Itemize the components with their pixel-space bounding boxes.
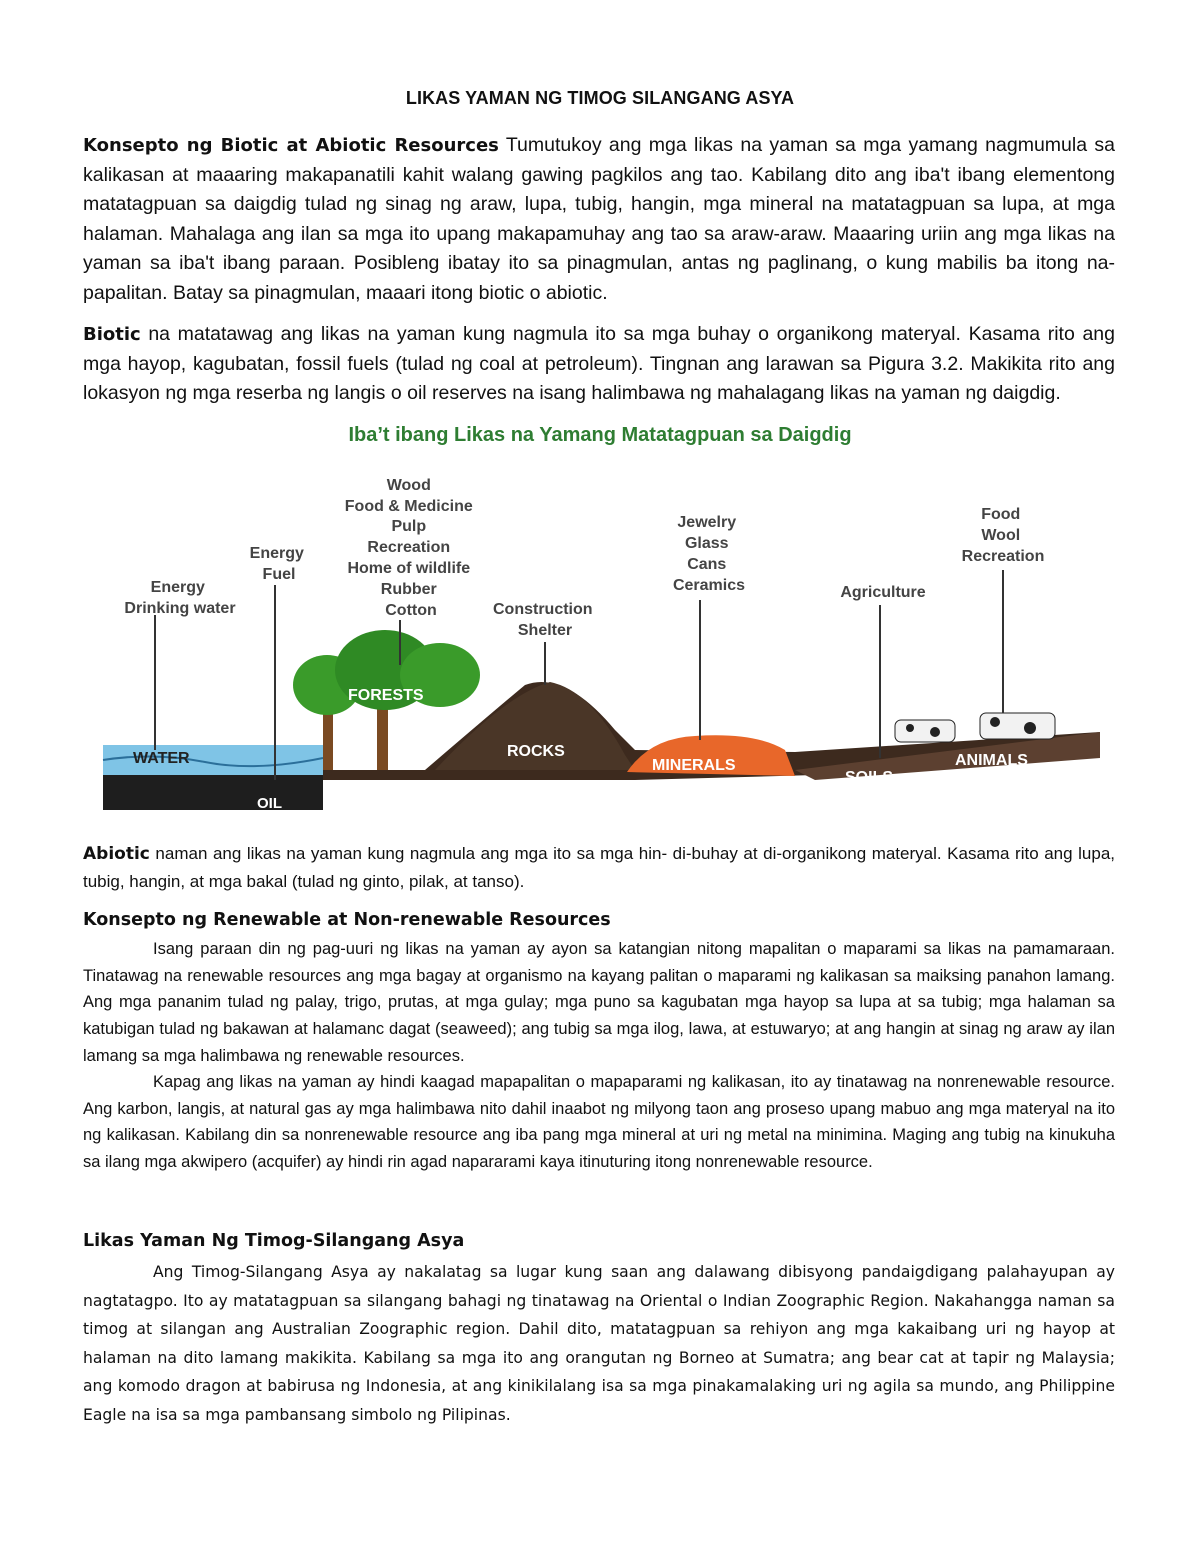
term-abiotic: Abiotic [83,844,150,864]
paragraph-text: Ang Timog-Silangang Asya ay nakalatag sa lugar kung saan ang dalawang dibisyong pandaigdigang palahayupan ay nagtatagpo. Ito ay matatagpuan sa silangang bahagi ng tinatawag na Oriental o Indian Zoographic Region. Nakahangga naman sa timog at silangan ang Australian Zoographic region. Dahil dito, matatagpuan sa rehiyon ang mga kakaibang uri ng hayop at halaman na dito lamang makikita. Kabilang sa mga ito ang orangutan ng Borneo at Sumatra; ang bear cat at tapir ng Malaysia; ang komodo dragon at babirusa ng Indonesia, at ang kinikilalang isa sa mga pinakamalaking uri ng agila sa mundo, ang Philippine Eagle na isa sa mga pambansang simbolo ng Pilipinas. [83,1263,1115,1424]
paragraph-text: Isang paraan din ng pag-uuri ng likas na yaman ay ayon sa katangian nitong mapalitan o maparami sa likas na pamamaraan. Tinatawag na renewable resources ang mga bagay at organismo na kayang palitan o maparami ng kalikasan sa maiksing panahon lamang. Ang mga pananim tulad ng palay, trigo, prutas, at mga gulay; mga puno sa kagubatan mga hayop sa lupa at sa tubig; mga halaman sa katubigan tulad ng bakawan at halamanc dagat (seaweed); ang tubig sa mga ilog, lawa, at estuwaryo; at ang hangin at sinag ng araw ay ilan lamang sa mga halimbawa ng renewable resources. [83,940,1115,1065]
label-forests: FORESTS [348,687,424,704]
forest-uses: Wood Food & Medicine Pulp Recreation Home of wildlife Rubber Cotton [344,477,473,619]
soil-uses: Agriculture [840,584,926,601]
oil-uses: Energy Fuel [249,545,304,583]
paragraph-text: na matatawag ang likas na yaman kung nagmula ito sa mga buhay o organikong materyal. Kasama rito ang mga hayop, kagubatan, fossil fuels (tulad ng coal at petroleum). Tingnan ang larawan sa Pigura 3.2. Makikita rito ang lokasyon ng mga reserba ng langis o oil reserves na isang halimbawa ng mahalagang likas na yaman ng daigdig. [83,323,1115,404]
water-uses: Energy Drinking water [124,579,236,617]
paragraph-abiotic [83,840,1115,896]
paragraph-renewable [83,936,1115,1070]
label-oil: OIL [257,795,282,812]
paragraph-text: Tumutukoy ang mga likas na yaman sa mga yamang nagmumula sa kalikasan at maaaring makapanatili kahit walang gawing pagkilos ang tao. Kabilang dito ang iba't ibang elementong matatagpuan sa daigdig tulad ng sinag ng araw, lupa, tubig, hangin, mga mineral na matatagpuan sa lupa, at mga halaman. Mahalaga ang ilan sa mga ito upang makapamuhay ang tao sa araw-araw. Maaaring uriin ang mga likas na yaman sa iba't ibang paraan. Posibleng ibatay ito sa pinagmulan, antas ng paglinang, o kung mabilis ba itong na-papalitan. Batay sa pinagmulan, maaari itong biotic o abiotic. [83,134,1115,304]
animal-uses: Food Wool Recreation [961,506,1045,565]
label-rocks: ROCKS [507,743,565,760]
paragraph-text: naman ang likas na yaman kung nagmula ang mga ito sa mga hin- di-buhay at di-organikong materyal. Kasama rito ang lupa, tubig, hangin, at mga bakal (tulad ng ginto, pilak, at tanso). [83,844,1115,891]
cow [980,713,1055,739]
section-heading-renewable: Konsepto ng Renewable at Non-renewable Resources [83,910,611,930]
rock-uses: Construction Shelter [493,601,593,639]
oil-layer [103,775,323,810]
figure-title: Iba’t ibang Likas na Yamang Matatagpuan sa Daigdig [348,424,852,446]
cow [895,720,955,742]
label-water: WATER [133,750,190,767]
section-heading: Konsepto ng Biotic at Abiotic Resources [83,135,499,156]
page-title: LIKAS YAMAN NG TIMOG SILANGANG ASYA [405,88,795,108]
paragraph-nonrenewable [83,1069,1115,1176]
term-biotic: Biotic [83,324,141,345]
section-heading-sea: Likas Yaman Ng Timog-Silangang Asya [83,1231,465,1251]
label-soils: SOILS [845,769,894,786]
paragraph-southeast-asia [83,1258,1115,1429]
mineral-uses: Jewelry Glass Cans Ceramics [672,514,746,594]
paragraph-biotic [83,320,1115,409]
paragraph-biotic-abiotic [83,131,1115,308]
label-minerals: MINERALS [652,757,736,774]
resources-figure [95,470,1105,815]
label-animals: ANIMALS [955,752,1028,769]
paragraph-text: Kapag ang likas na yaman ay hindi kaagad mapapalitan o mapaparami ng kalikasan, ito ay tinatawag na nonrenewable resource. Ang karbon, langis, at natural gas ay mga halimbawa nito dahil inaabot ng milyong taon ang proseso upang mabuo ang mga materyal na ito ng kalikasan. Kabilang din sa nonrenewable resource ang iba pang mga mineral at uri ng metal na minimina. Maging ang tubig na kinukuha sa ilang mga akwipero (acquifer) ay hindi rin agad napararami kaya itinuturing itong nonrenewable resource. [83,1073,1115,1172]
